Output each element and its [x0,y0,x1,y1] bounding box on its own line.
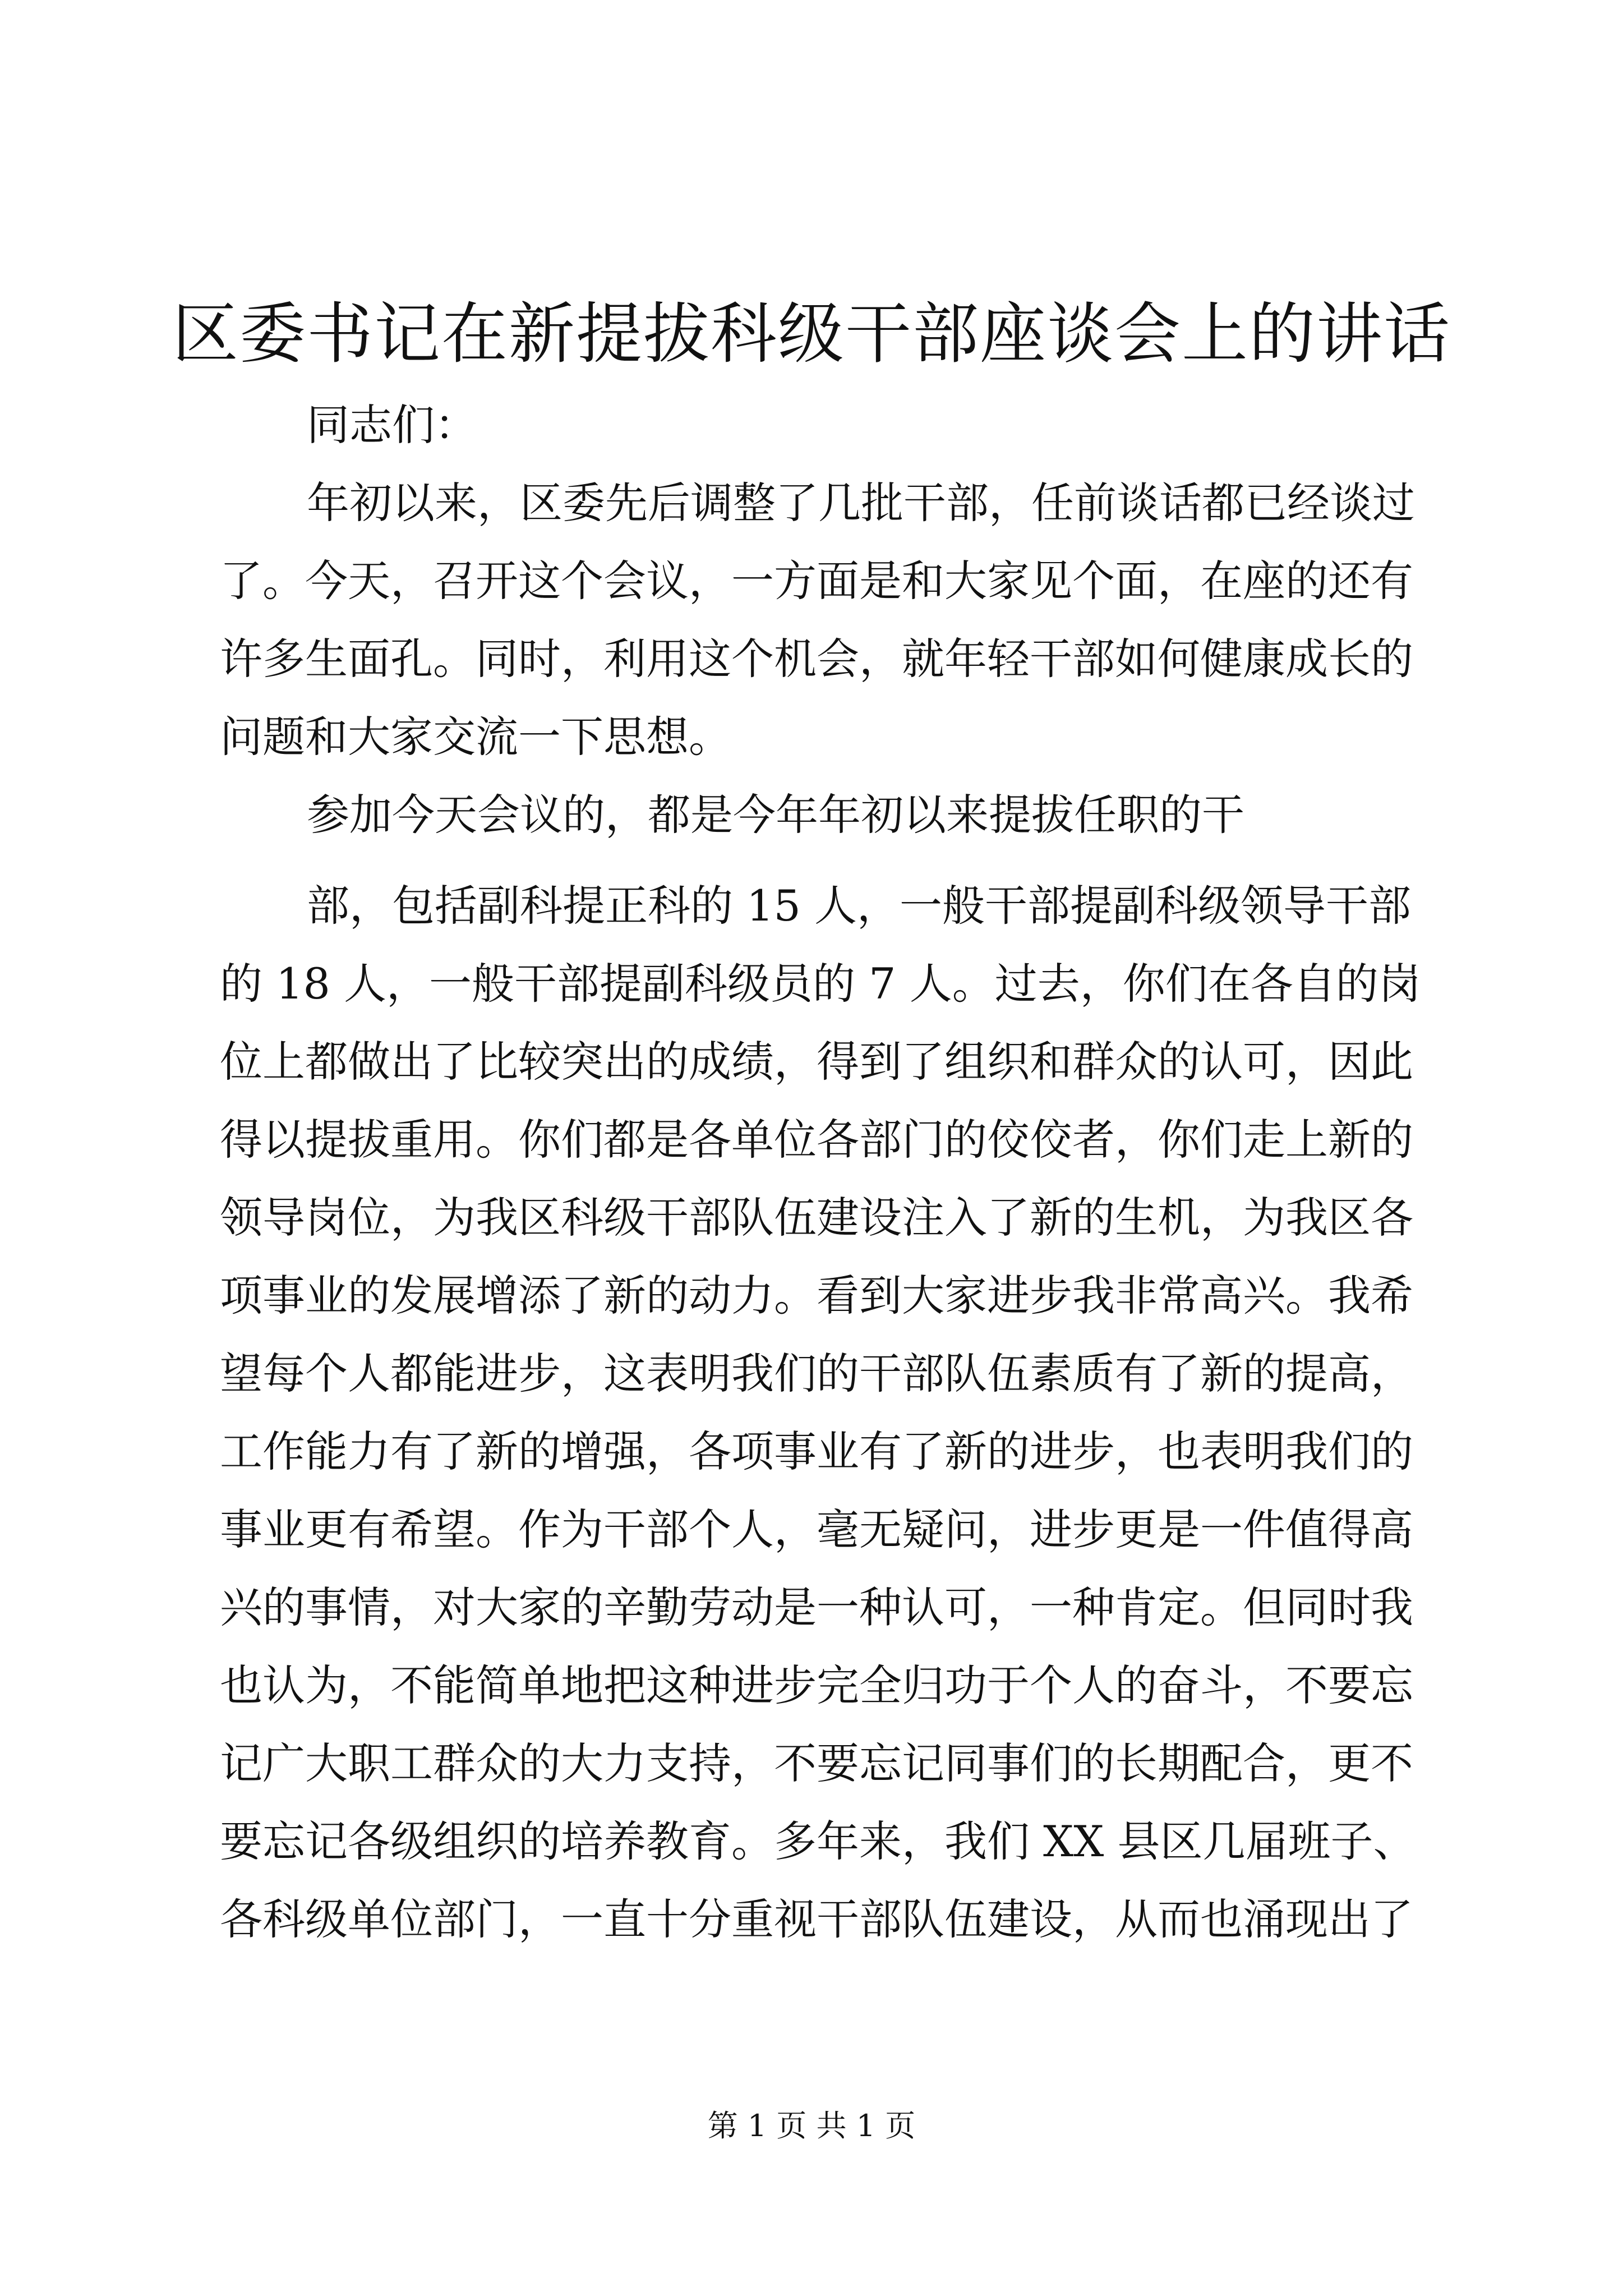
body-line: 也认为，不能简单地把这种进步完全归功于个人的奋斗，不要忘 [220,1660,1413,1710]
body-line: 要忘记各级组织的培养教育。多年来，我们 XX 县区几届班子、 [220,1816,1416,1866]
body-line: 得以提拔重用。你们都是各单位各部门的佼佼者，你们走上新的 [220,1115,1413,1165]
body-line: 了。今天，召开这个会议，一方面是和大家见个面，在座的还有 [220,556,1413,606]
body-line: 位上都做出了比较突出的成绩，得到了组织和群众的认可，因此 [220,1037,1413,1087]
body-line: 许多生面孔。同时，利用这个机会，就年轻干部如何健康成长的 [220,634,1413,684]
body-line: 年初以来，区委先后调整了几批干部，任前谈话都已经谈过 [307,478,1415,528]
body-line: 兴的事情，对大家的辛勤劳动是一种认可，一种肯定。但同时我 [220,1582,1413,1632]
body-line: 项事业的发展增添了新的动力。看到大家进步我非常高兴。我希 [220,1271,1413,1320]
body-line: 参加今天会议的，都是今年年初以来提拔任职的干 [307,790,1244,840]
body-line: 问题和大家交流一下思想。 [220,712,731,762]
body-line: 记广大职工群众的大力支持，不要忘记同事们的长期配合，更不 [220,1738,1413,1788]
body-line: 工作能力有了新的增强，各项事业有了新的进步，也表明我们的 [220,1427,1413,1476]
body-line: 部，包括副科提正科的 15 人，一般干部提副科级领导干部 [307,881,1412,931]
document-title: 区委书记在新提拔科级干部座谈会上的讲话 [172,295,1451,372]
body-line: 事业更有希望。作为干部个人，毫无疑问，进步更是一件值得高 [220,1504,1413,1554]
body-line: 望每个人都能进步，这表明我们的干部队伍素质有了新的提高， [220,1349,1413,1398]
body-line: 领导岗位，为我区科级干部队伍建设注入了新的生机，为我区各 [220,1193,1413,1243]
salutation: 同志们： [307,400,477,450]
page-number-footer: 第 1 页 共 1 页 [707,2108,916,2143]
body-line: 各科级单位部门，一直十分重视干部队伍建设，从而也涌现出了 [220,1894,1413,1944]
body-line: 的 18 人，一般干部提副科级员的 7 人。过去，你们在各自的岗 [220,959,1421,1009]
